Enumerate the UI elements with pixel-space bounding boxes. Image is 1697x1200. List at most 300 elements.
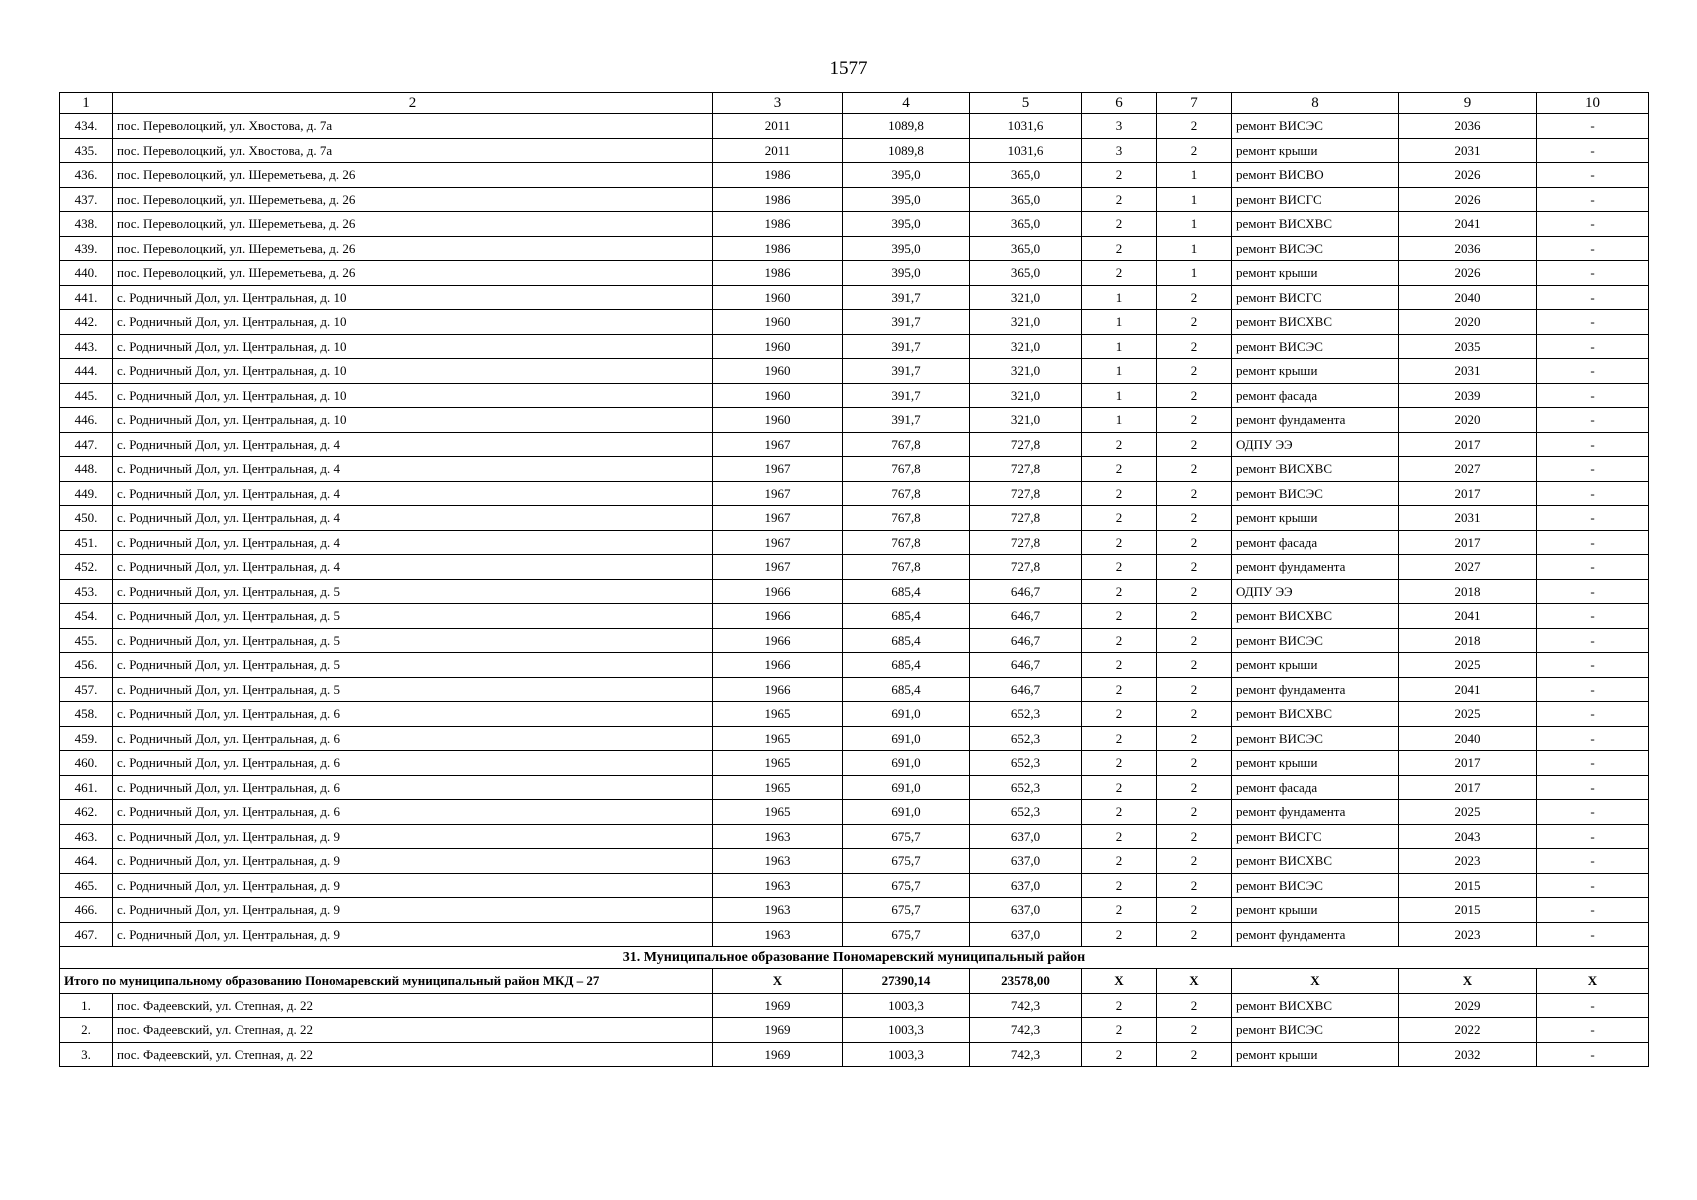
table-row: [60, 383, 1649, 408]
cell-floors: 2: [1082, 677, 1157, 702]
cell-year: 1965: [713, 775, 843, 800]
cell-work-type: ремонт ВИСЭС: [1232, 726, 1399, 751]
cell-year: 1965: [713, 726, 843, 751]
cell-planned-year: 2035: [1399, 334, 1537, 359]
cell-note: -: [1537, 677, 1649, 702]
cell-floors: 2: [1082, 261, 1157, 286]
cell-floors: 3: [1082, 138, 1157, 163]
cell-total-area: 391,7: [843, 310, 970, 335]
cell-living-area: 1031,6: [970, 138, 1082, 163]
cell-year: 1966: [713, 628, 843, 653]
cell-row-number: 452.: [60, 555, 113, 580]
cell-year: 1965: [713, 751, 843, 776]
cell-total-area: 691,0: [843, 702, 970, 727]
cell-total-area: 767,8: [843, 457, 970, 482]
cell-address: с. Родничный Дол, ул. Центральная, д. 10: [113, 334, 713, 359]
cell-address: с. Родничный Дол, ул. Центральная, д. 5: [113, 579, 713, 604]
cell-note: -: [1537, 993, 1649, 1018]
cell-floors: 2: [1082, 506, 1157, 531]
cell-planned-year: 2040: [1399, 285, 1537, 310]
cell-floors: 2: [1082, 212, 1157, 237]
cell-living-area: 727,8: [970, 432, 1082, 457]
cell-total-area: 395,0: [843, 163, 970, 188]
column-header: 5: [970, 93, 1082, 114]
cell-planned-year: 2041: [1399, 212, 1537, 237]
table-row: [60, 628, 1649, 653]
cell-note: -: [1537, 824, 1649, 849]
cell-living-area: 652,3: [970, 800, 1082, 825]
cell-living-area: 637,0: [970, 898, 1082, 923]
cell-planned-year: 2036: [1399, 236, 1537, 261]
cell-note: -: [1537, 506, 1649, 531]
cell-planned-year: 2031: [1399, 359, 1537, 384]
cell-entrances: 2: [1157, 628, 1232, 653]
cell-planned-year: 2027: [1399, 457, 1537, 482]
cell-note: -: [1537, 481, 1649, 506]
table-row: [60, 726, 1649, 751]
cell-work-type: ремонт крыши: [1232, 653, 1399, 678]
cell-living-area: 652,3: [970, 751, 1082, 776]
cell-entrances: 2: [1157, 138, 1232, 163]
cell-row-number: 444.: [60, 359, 113, 384]
cell-total-area: 685,4: [843, 579, 970, 604]
cell-floors: 1: [1082, 383, 1157, 408]
cell-floors: 2: [1082, 432, 1157, 457]
cell-note: -: [1537, 604, 1649, 629]
cell-note: -: [1537, 849, 1649, 874]
table-row: [60, 530, 1649, 555]
cell-year: 1965: [713, 800, 843, 825]
cell-entrances: 2: [1157, 677, 1232, 702]
cell-row-number: 457.: [60, 677, 113, 702]
cell-total-area: 691,0: [843, 726, 970, 751]
table-row: [60, 408, 1649, 433]
cell-entrances: 2: [1157, 922, 1232, 947]
cell-total-area: 675,7: [843, 849, 970, 874]
cell-note: -: [1537, 383, 1649, 408]
cell-living-area: 637,0: [970, 849, 1082, 874]
cell-planned-year: 2039: [1399, 383, 1537, 408]
cell-work-type: ремонт крыши: [1232, 1042, 1399, 1067]
cell-row-number: 453.: [60, 579, 113, 604]
cell-address: с. Родничный Дол, ул. Центральная, д. 4: [113, 457, 713, 482]
table-row: [60, 359, 1649, 384]
table-row: [60, 849, 1649, 874]
table-row: [60, 163, 1649, 188]
cell-address: с. Родничный Дол, ул. Центральная, д. 4: [113, 432, 713, 457]
total-cell: Х: [1537, 969, 1649, 994]
cell-living-area: 646,7: [970, 579, 1082, 604]
cell-row-number: 462.: [60, 800, 113, 825]
cell-planned-year: 2025: [1399, 653, 1537, 678]
cell-year: 1960: [713, 310, 843, 335]
cell-floors: 2: [1082, 922, 1157, 947]
cell-total-area: 675,7: [843, 873, 970, 898]
cell-total-area: 767,8: [843, 555, 970, 580]
cell-planned-year: 2041: [1399, 604, 1537, 629]
cell-note: -: [1537, 530, 1649, 555]
table-row: [60, 1018, 1649, 1043]
cell-entrances: 2: [1157, 604, 1232, 629]
cell-work-type: ремонт ВИСХВС: [1232, 212, 1399, 237]
cell-row-number: 460.: [60, 751, 113, 776]
cell-work-type: ремонт ВИСХВС: [1232, 604, 1399, 629]
cell-total-area: 1003,3: [843, 993, 970, 1018]
total-cell: 27390,14: [843, 969, 970, 994]
cell-entrances: 1: [1157, 187, 1232, 212]
column-header: 4: [843, 93, 970, 114]
cell-total-area: 395,0: [843, 187, 970, 212]
cell-living-area: 652,3: [970, 702, 1082, 727]
cell-address: с. Родничный Дол, ул. Центральная, д. 4: [113, 481, 713, 506]
cell-entrances: 2: [1157, 993, 1232, 1018]
cell-floors: 2: [1082, 604, 1157, 629]
cell-row-number: 445.: [60, 383, 113, 408]
cell-year: 1967: [713, 555, 843, 580]
table-row: [60, 922, 1649, 947]
cell-total-area: 685,4: [843, 677, 970, 702]
cell-year: 1986: [713, 261, 843, 286]
table-row: [60, 138, 1649, 163]
cell-note: -: [1537, 334, 1649, 359]
cell-row-number: 451.: [60, 530, 113, 555]
cell-row-number: 441.: [60, 285, 113, 310]
cell-planned-year: 2017: [1399, 751, 1537, 776]
cell-year: 1966: [713, 579, 843, 604]
cell-entrances: 2: [1157, 408, 1232, 433]
cell-planned-year: 2018: [1399, 579, 1537, 604]
cell-entrances: 2: [1157, 530, 1232, 555]
table-row: [60, 800, 1649, 825]
section-row: [60, 947, 1649, 969]
cell-entrances: 2: [1157, 873, 1232, 898]
cell-work-type: ремонт ВИСЭС: [1232, 873, 1399, 898]
cell-living-area: 365,0: [970, 212, 1082, 237]
cell-total-area: 391,7: [843, 285, 970, 310]
cell-year: 1967: [713, 432, 843, 457]
cell-entrances: 2: [1157, 579, 1232, 604]
cell-planned-year: 2026: [1399, 261, 1537, 286]
cell-note: -: [1537, 163, 1649, 188]
cell-total-area: 391,7: [843, 408, 970, 433]
cell-note: -: [1537, 1042, 1649, 1067]
cell-note: -: [1537, 138, 1649, 163]
cell-work-type: ремонт фундамента: [1232, 408, 1399, 433]
cell-row-number: 443.: [60, 334, 113, 359]
cell-row-number: 455.: [60, 628, 113, 653]
cell-planned-year: 2018: [1399, 628, 1537, 653]
table-row: [60, 481, 1649, 506]
cell-work-type: ремонт ВИСХВС: [1232, 993, 1399, 1018]
cell-year: 1960: [713, 383, 843, 408]
page-number: 1577: [829, 58, 868, 79]
cell-work-type: ремонт крыши: [1232, 898, 1399, 923]
cell-entrances: 2: [1157, 310, 1232, 335]
table-row: [60, 653, 1649, 678]
table-row: [60, 677, 1649, 702]
cell-entrances: 2: [1157, 800, 1232, 825]
cell-total-area: 685,4: [843, 653, 970, 678]
cell-address: пос. Фадеевский, ул. Степная, д. 22: [113, 993, 713, 1018]
table-row: [60, 604, 1649, 629]
cell-work-type: ремонт фасада: [1232, 530, 1399, 555]
cell-living-area: 646,7: [970, 653, 1082, 678]
cell-address: пос. Переволоцкий, ул. Шереметьева, д. 26: [113, 236, 713, 261]
cell-year: 1965: [713, 702, 843, 727]
cell-row-number: 456.: [60, 653, 113, 678]
cell-year: 1967: [713, 457, 843, 482]
cell-living-area: 646,7: [970, 628, 1082, 653]
cell-total-area: 391,7: [843, 383, 970, 408]
cell-planned-year: 2031: [1399, 506, 1537, 531]
cell-floors: 2: [1082, 751, 1157, 776]
table-row: [60, 579, 1649, 604]
cell-entrances: 1: [1157, 236, 1232, 261]
cell-address: с. Родничный Дол, ул. Центральная, д. 10: [113, 285, 713, 310]
cell-entrances: 2: [1157, 285, 1232, 310]
cell-address: пос. Переволоцкий, ул. Шереметьева, д. 26: [113, 187, 713, 212]
cell-entrances: 2: [1157, 114, 1232, 139]
column-header: 8: [1232, 93, 1399, 114]
cell-row-number: 3.: [60, 1042, 113, 1067]
cell-address: с. Родничный Дол, ул. Центральная, д. 9: [113, 849, 713, 874]
cell-row-number: 461.: [60, 775, 113, 800]
cell-row-number: 438.: [60, 212, 113, 237]
cell-floors: 2: [1082, 1042, 1157, 1067]
cell-address: с. Родничный Дол, ул. Центральная, д. 5: [113, 604, 713, 629]
cell-total-area: 767,8: [843, 506, 970, 531]
cell-total-area: 767,8: [843, 530, 970, 555]
cell-planned-year: 2031: [1399, 138, 1537, 163]
table-row: [60, 334, 1649, 359]
cell-planned-year: 2025: [1399, 800, 1537, 825]
cell-floors: 2: [1082, 628, 1157, 653]
cell-floors: 2: [1082, 849, 1157, 874]
cell-total-area: 391,7: [843, 359, 970, 384]
cell-entrances: 2: [1157, 775, 1232, 800]
cell-floors: 3: [1082, 114, 1157, 139]
column-header: 7: [1157, 93, 1232, 114]
cell-note: -: [1537, 187, 1649, 212]
cell-planned-year: 2015: [1399, 873, 1537, 898]
cell-planned-year: 2022: [1399, 1018, 1537, 1043]
cell-planned-year: 2043: [1399, 824, 1537, 849]
cell-work-type: ремонт ВИСХВС: [1232, 310, 1399, 335]
cell-address: пос. Фадеевский, ул. Степная, д. 22: [113, 1042, 713, 1067]
cell-note: -: [1537, 555, 1649, 580]
cell-note: -: [1537, 359, 1649, 384]
cell-address: пос. Переволоцкий, ул. Хвостова, д. 7а: [113, 114, 713, 139]
cell-planned-year: 2017: [1399, 432, 1537, 457]
table-row: [60, 114, 1649, 139]
table-row: [60, 212, 1649, 237]
cell-row-number: 2.: [60, 1018, 113, 1043]
cell-living-area: 321,0: [970, 334, 1082, 359]
cell-address: пос. Переволоцкий, ул. Хвостова, д. 7а: [113, 138, 713, 163]
column-header: 1: [60, 93, 113, 114]
cell-address: с. Родничный Дол, ул. Центральная, д. 10: [113, 408, 713, 433]
cell-planned-year: 2026: [1399, 163, 1537, 188]
cell-floors: 2: [1082, 555, 1157, 580]
cell-year: 2011: [713, 114, 843, 139]
cell-row-number: 439.: [60, 236, 113, 261]
cell-work-type: ремонт ВИСГС: [1232, 824, 1399, 849]
cell-note: -: [1537, 751, 1649, 776]
cell-entrances: 2: [1157, 481, 1232, 506]
cell-note: -: [1537, 1018, 1649, 1043]
cell-total-area: 1003,3: [843, 1042, 970, 1067]
cell-living-area: 365,0: [970, 236, 1082, 261]
cell-living-area: 742,3: [970, 1042, 1082, 1067]
cell-work-type: ремонт ВИСГС: [1232, 285, 1399, 310]
cell-planned-year: 2017: [1399, 775, 1537, 800]
cell-year: 1963: [713, 898, 843, 923]
cell-total-area: 691,0: [843, 751, 970, 776]
cell-living-area: 742,3: [970, 993, 1082, 1018]
column-header: 3: [713, 93, 843, 114]
cell-planned-year: 2041: [1399, 677, 1537, 702]
cell-work-type: ремонт ВИСЭС: [1232, 1018, 1399, 1043]
cell-note: -: [1537, 236, 1649, 261]
cell-planned-year: 2025: [1399, 702, 1537, 727]
table-row: [60, 187, 1649, 212]
cell-work-type: ремонт ВИСЭС: [1232, 334, 1399, 359]
cell-work-type: ремонт ВИСВО: [1232, 163, 1399, 188]
cell-entrances: 1: [1157, 261, 1232, 286]
cell-living-area: 727,8: [970, 506, 1082, 531]
cell-total-area: 685,4: [843, 604, 970, 629]
cell-note: -: [1537, 261, 1649, 286]
cell-note: -: [1537, 775, 1649, 800]
total-row: [60, 969, 1649, 994]
cell-note: -: [1537, 408, 1649, 433]
cell-year: 1969: [713, 993, 843, 1018]
cell-address: с. Родничный Дол, ул. Центральная, д. 4: [113, 555, 713, 580]
cell-floors: 2: [1082, 530, 1157, 555]
cell-entrances: 2: [1157, 751, 1232, 776]
cell-work-type: ремонт ВИСГС: [1232, 187, 1399, 212]
cell-row-number: 466.: [60, 898, 113, 923]
cell-row-number: 458.: [60, 702, 113, 727]
cell-address: с. Родничный Дол, ул. Центральная, д. 6: [113, 726, 713, 751]
table-row: [60, 261, 1649, 286]
cell-note: -: [1537, 873, 1649, 898]
cell-living-area: 652,3: [970, 775, 1082, 800]
cell-year: 1966: [713, 604, 843, 629]
cell-planned-year: 2015: [1399, 898, 1537, 923]
cell-living-area: 365,0: [970, 187, 1082, 212]
cell-row-number: 442.: [60, 310, 113, 335]
cell-row-number: 467.: [60, 922, 113, 947]
cell-floors: 2: [1082, 163, 1157, 188]
cell-row-number: 449.: [60, 481, 113, 506]
cell-year: 1960: [713, 285, 843, 310]
cell-planned-year: 2017: [1399, 481, 1537, 506]
table-row: [60, 702, 1649, 727]
housing-repair-table: [59, 92, 1649, 1067]
cell-year: 1986: [713, 163, 843, 188]
cell-total-area: 391,7: [843, 334, 970, 359]
cell-note: -: [1537, 212, 1649, 237]
cell-year: 1967: [713, 506, 843, 531]
cell-address: с. Родничный Дол, ул. Центральная, д. 5: [113, 628, 713, 653]
total-cell: Х: [1232, 969, 1399, 994]
cell-row-number: 450.: [60, 506, 113, 531]
table-row: [60, 236, 1649, 261]
cell-total-area: 1089,8: [843, 114, 970, 139]
cell-work-type: ремонт крыши: [1232, 506, 1399, 531]
cell-address: пос. Переволоцкий, ул. Шереметьева, д. 26: [113, 261, 713, 286]
cell-entrances: 2: [1157, 702, 1232, 727]
cell-address: с. Родничный Дол, ул. Центральная, д. 4: [113, 506, 713, 531]
cell-living-area: 365,0: [970, 163, 1082, 188]
cell-year: 1967: [713, 481, 843, 506]
column-header: 2: [113, 93, 713, 114]
cell-living-area: 727,8: [970, 457, 1082, 482]
table-body: [60, 93, 1649, 1067]
cell-entrances: 2: [1157, 824, 1232, 849]
cell-year: 1963: [713, 824, 843, 849]
cell-work-type: ремонт ВИСХВС: [1232, 457, 1399, 482]
total-cell: Х: [1399, 969, 1537, 994]
table-row: [60, 824, 1649, 849]
cell-year: 2011: [713, 138, 843, 163]
cell-address: с. Родничный Дол, ул. Центральная, д. 4: [113, 530, 713, 555]
cell-note: -: [1537, 726, 1649, 751]
cell-entrances: 2: [1157, 849, 1232, 874]
cell-year: 1969: [713, 1018, 843, 1043]
cell-living-area: 321,0: [970, 408, 1082, 433]
cell-living-area: 742,3: [970, 1018, 1082, 1043]
cell-floors: 2: [1082, 824, 1157, 849]
cell-work-type: ремонт ВИСЭС: [1232, 114, 1399, 139]
cell-row-number: 435.: [60, 138, 113, 163]
cell-total-area: 675,7: [843, 922, 970, 947]
cell-floors: 2: [1082, 457, 1157, 482]
cell-year: 1963: [713, 873, 843, 898]
cell-entrances: 2: [1157, 555, 1232, 580]
cell-work-type: ремонт ВИСЭС: [1232, 236, 1399, 261]
cell-work-type: ремонт фундамента: [1232, 800, 1399, 825]
total-cell: Х: [1082, 969, 1157, 994]
table-row: [60, 506, 1649, 531]
table-row: [60, 555, 1649, 580]
cell-work-type: ремонт ВИСХВС: [1232, 849, 1399, 874]
cell-planned-year: 2032: [1399, 1042, 1537, 1067]
cell-address: с. Родничный Дол, ул. Центральная, д. 9: [113, 898, 713, 923]
cell-note: -: [1537, 898, 1649, 923]
cell-floors: 2: [1082, 1018, 1157, 1043]
cell-living-area: 727,8: [970, 481, 1082, 506]
cell-floors: 2: [1082, 800, 1157, 825]
cell-entrances: 1: [1157, 212, 1232, 237]
cell-total-area: 1003,3: [843, 1018, 970, 1043]
cell-work-type: ремонт крыши: [1232, 138, 1399, 163]
cell-row-number: 437.: [60, 187, 113, 212]
cell-work-type: ОДПУ ЭЭ: [1232, 432, 1399, 457]
table-row: [60, 457, 1649, 482]
cell-entrances: 2: [1157, 383, 1232, 408]
cell-work-type: ремонт ВИСЭС: [1232, 628, 1399, 653]
cell-total-area: 395,0: [843, 212, 970, 237]
cell-row-number: 446.: [60, 408, 113, 433]
total-cell: Х: [713, 969, 843, 994]
cell-living-area: 727,8: [970, 555, 1082, 580]
cell-total-area: 1089,8: [843, 138, 970, 163]
cell-planned-year: 2036: [1399, 114, 1537, 139]
cell-planned-year: 2023: [1399, 922, 1537, 947]
cell-entrances: 2: [1157, 898, 1232, 923]
